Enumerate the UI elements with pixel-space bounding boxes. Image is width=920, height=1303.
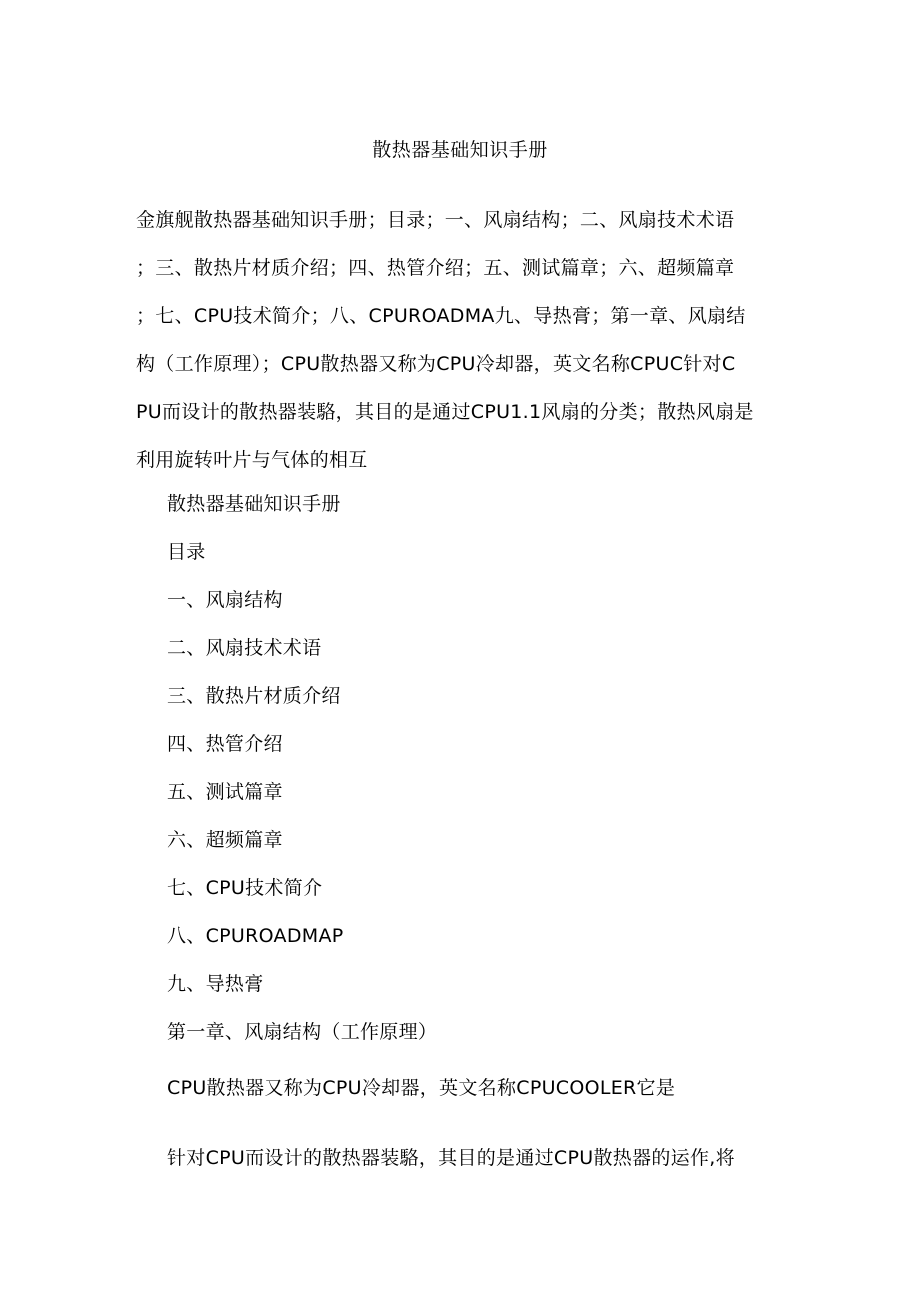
toc-item: 六、超频篇章 [167, 829, 283, 851]
toc-item: 四、热管介绍 [167, 733, 283, 755]
summary-line: 构（工作原理）；CPU散热器又称为CPU冷却器，英文名称CPUC针对C [136, 353, 736, 375]
summary-line: ；七、CPU技术简介；八、CPUROADMA九、导热膏；第一章、风扇结 [136, 305, 746, 327]
body-heading: 散热器基础知识手册 [167, 493, 341, 515]
summary-line: 金旗舰散热器基础知识手册；目录；一、风扇结构；二、风扇技术术语 [136, 209, 735, 231]
toc-item: 九、导热膏 [167, 973, 264, 995]
toc-item: 七、CPU技术简介 [167, 877, 323, 899]
summary-line: 利用旋转叶片与气体的相互 [136, 449, 368, 471]
toc-label: 目录 [167, 541, 206, 563]
chapter-title: 第一章、风扇结构（工作原理） [167, 1021, 438, 1043]
document-title: 散热器基础知识手册 [372, 139, 548, 161]
toc-item: 八、CPUROADMAP [167, 925, 344, 947]
summary-paragraph [136, 196, 786, 484]
body-paragraph: CPU散热器又称为CPU冷却器，英文名称CPUCOOLER它是 [167, 1077, 676, 1099]
toc-item: 五、测试篇章 [167, 781, 283, 803]
toc-item: 一、风扇结构 [167, 589, 283, 611]
summary-line: ；三、散热片材质介绍；四、热管介绍；五、测试篇章；六、超频篇章 [136, 257, 735, 279]
document-body [167, 480, 807, 1182]
toc-item: 三、散热片材质介绍 [167, 685, 341, 707]
body-paragraph: 针对CPU而设计的散热器装駱，其目的是通过CPU散热器的运作,将 [167, 1147, 735, 1169]
toc-item: 二、风扇技术术语 [167, 637, 322, 659]
summary-line: PU而设计的散热器装駱，其目的是通过CPU1.1风扇的分类；散热风扇是 [136, 401, 754, 423]
